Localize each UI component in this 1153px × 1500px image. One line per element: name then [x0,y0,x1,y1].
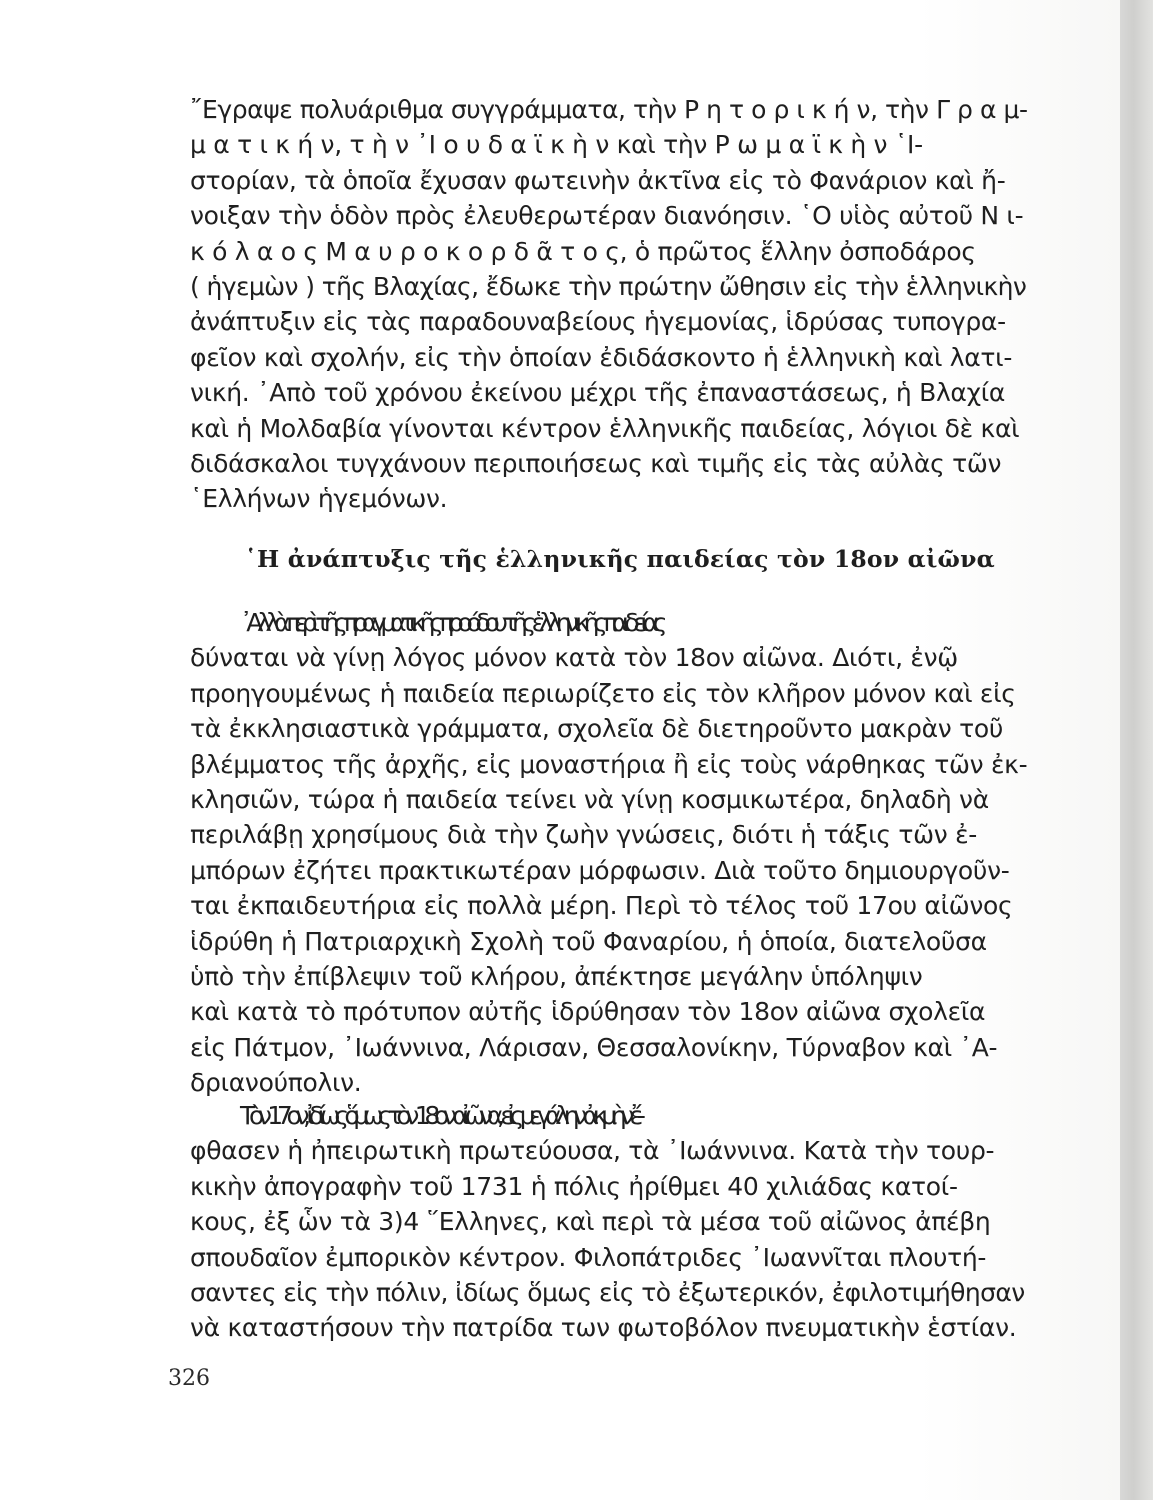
paragraph-1 [190,92,1030,517]
text-line: βλέμματος τῆς ἀρχῆς, εἰς μοναστήρια ἢ εἰς τοὺς νάρθηκας τῶν ἐκ- [190,749,1028,779]
text-line: κους, ἐξ ὧν τὰ 3)4 ῞Ελληνες, καὶ περὶ τὰ μέσα τοῦ αἰῶνος ἀπέβη [190,1207,991,1237]
text-line: περιλάβῃ χρησίμους διὰ τὴν ζωὴν γνώσεις, διότι ἡ τάξις τῶν ἐ- [190,820,977,850]
text-line: προηγουμένως ἡ παιδεία περιωρίζετο εἰς τὸν κλῆρον μόνον καὶ εἰς [190,678,1016,708]
page-gutter-shadow [1120,0,1153,1500]
text-line: μ α τ ι κ ή ν, τ ὴ ν ᾿Ι ο υ δ α ϊ κ ὴ ν καὶ τὴν Ρ ω μ α ϊ κ ὴ ν ῾Ι- [190,130,923,160]
text-line: κ ό λ α ο ς Μ α υ ρ ο κ ο ρ δ ᾶ τ ο ς, ὁ πρῶτος ἕλλην ὀσποδάρος [190,236,976,266]
text-line: εἰς Πάτμον, ᾿Ιωάννινα, Λάρισαν, Θεσσαλονίκην, Τύρναβον καὶ ᾿Α- [190,1032,998,1062]
text-line: Τὸν 17ον, ἰδίως ὅμως τὸν 18ον αἰῶνα, εἰς μεγάλην ἀκμὴν ἔ- [240,1101,640,1130]
text-line: σπουδαῖον ἐμπορικὸν κέντρον. Φιλοπάτριδες ᾿Ιωαννῖται πλουτή- [190,1242,987,1272]
text-line: δριανούπολιν. [190,1068,362,1098]
text-line: μπόρων ἐζήτει πρακτικωτέραν μόρφωσιν. Διὰ τοῦτο δημιουργοῦν- [190,855,1010,885]
text-line: νὰ καταστήσουν τὴν πατρίδα των φωτοβόλον πνευματικὴν ἑστίαν. [190,1313,1017,1343]
text-line: ( ἡγεμὼν ) τῆς Βλαχίας, ἔδωκε τὴν πρώτην ὤθησιν εἰς τὴν ἑλληνικὴν [190,272,1027,302]
text-line: καὶ κατὰ τὸ πρότυπον αὐτῆς ἱδρύθησαν τὸν 18ον αἰῶνα σχολεῖα [190,997,986,1027]
text-line: ται ἐκπαιδευτήρια εἰς πολλὰ μέρη. Περὶ τὸ τέλος τοῦ 17ου αἰῶνος [190,891,1013,921]
text-line: σαντες εἰς τὴν πόλιν, ἰδίως ὅμως εἰς τὸ ἐξωτερικόν, ἐφιλοτιμήθησαν [190,1278,1025,1308]
text-line: κλησιῶν, τώρα ἡ παιδεία τείνει νὰ γίνῃ κοσμικωτέρα, δηλαδὴ νὰ [190,785,989,815]
text-line: δύναται νὰ γίνῃ λόγος μόνον κατὰ τὸν 18ον αἰῶνα. Διότι, ἐνῷ [190,643,958,673]
text-line: νοιξαν τὴν ὁδὸν πρὸς ἐλευθερωτέραν διανόησιν. ῾Ο υἱὸς αὐτοῦ Ν ι- [190,201,1024,231]
text-line: φθασεν ἡ ἠπειρωτικὴ πρωτεύουσα, τὰ ᾿Ιωάννινα. Κατὰ τὴν τουρ- [190,1136,995,1166]
text-line: διδάσκαλοι τυγχάνουν περιποιήσεως καὶ τιμῆς εἰς τὰς αὐλὰς τῶν [190,449,1002,479]
text-line: νική. ᾿Απὸ τοῦ χρόνου ἐκείνου μέχρι τῆς ἐπαναστάσεως, ἡ Βλαχία [190,378,1006,408]
text-line: ῾Ελλήνων ἡγεμόνων. [190,484,448,514]
text-line: στορίαν, τὰ ὁποῖα ἔχυσαν φωτεινὴν ἀκτῖνα εἰς τὸ Φανάριον καὶ ἤ- [190,165,1006,195]
text-line: ὑπὸ τὴν ἐπίβλεψιν τοῦ κλήρου, ἀπέκτησε μεγάλην ὑπόληψιν [190,962,923,992]
page-number: 326 [168,1366,210,1391]
text-line: ἱδρύθη ἡ Πατριαρχικὴ Σχολὴ τοῦ Φαναρίου, ἡ ὁποία, διατελοῦσα [190,926,987,956]
paragraph-3 [190,1098,1030,1346]
text-line: καὶ ἡ Μολδαβία γίνονται κέντρον ἑλληνικῆς παιδείας, λόγιοι δὲ καὶ [190,413,1020,443]
text-line: φεῖον καὶ σχολήν, εἰς τὴν ὁποίαν ἐδιδάσκοντο ἡ ἑλληνικὴ καὶ λατι- [190,342,1013,372]
paragraph-2 [190,605,1030,1101]
section-heading: ῾Η ἀνάπτυξις τῆς ἑλληνικῆς παιδείας τὸν 18ον αἰῶνα [245,545,995,573]
text-line: ῎Εγραψε πολυάριθμα συγγράμματα, τὴν Ρ η τ ο ρ ι κ ή ν, τὴν Γ ρ α μ- [190,95,1028,124]
text-line: κικὴν ἀπογραφὴν τοῦ 1731 ἡ πόλις ἠρίθμει 40 χιλιάδας κατοί- [190,1171,958,1201]
text-line: ἀνάπτυξιν εἰς τὰς παραδουναβείους ἡγεμονίας, ἱδρύσας τυπογρα- [190,307,1006,337]
text-line: ᾿Αλλὰ περὶ τῆς πραγματικῆς προόδου τῆς ἑλληνικῆς παιδείας [240,608,662,637]
text-line: τὰ ἐκκλησιαστικὰ γράμματα, σχολεῖα δὲ διετηροῦντο μακρὰν τοῦ [190,714,1004,744]
